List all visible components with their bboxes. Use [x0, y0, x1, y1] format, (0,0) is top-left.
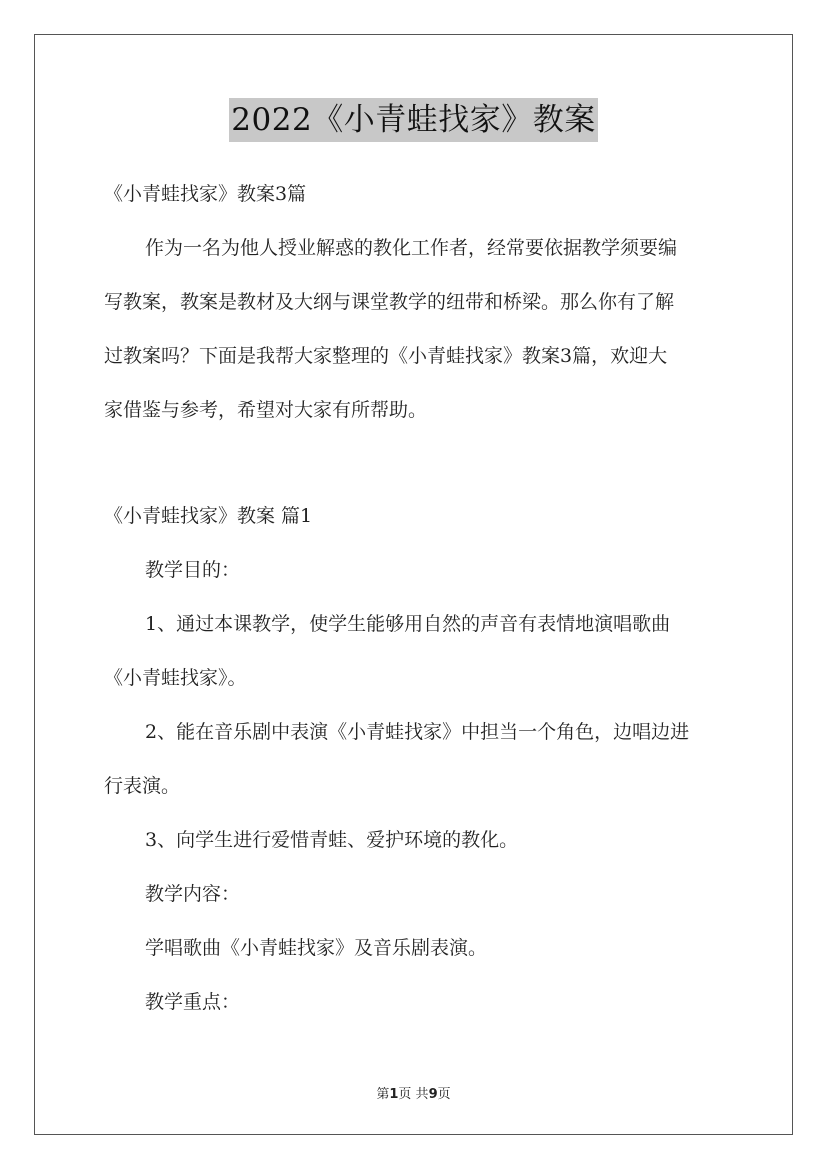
body-line: 3、向学生进行爱惜青蛙、爱护环境的教化。: [145, 829, 519, 851]
footer-suffix: 页: [437, 1087, 451, 1102]
subtitle: 《小青蛙找家》教案3篇: [104, 183, 307, 205]
body-line: 行表演。: [104, 775, 181, 797]
body-line: 教学内容：: [145, 883, 241, 905]
footer-prefix: 第: [376, 1087, 390, 1102]
footer-middle: 页 共: [398, 1087, 429, 1102]
body-line: 教学目的：: [145, 559, 241, 581]
paragraph-gap: [104, 442, 728, 494]
intro-line: 写教案，教案是教材及大纲与课堂教学的纽带和桥梁。那么你有了解: [104, 291, 675, 313]
title-container: [0, 98, 827, 142]
body-line: 教学重点：: [145, 991, 241, 1013]
footer-total-pages: 9: [428, 1087, 438, 1102]
intro-line: 作为一名为他人授业解惑的教化工作者，经常要依据教学须要编: [145, 237, 678, 259]
body-line: 《小青蛙找家》。: [104, 667, 247, 689]
body-line: 学唱歌曲《小青蛙找家》及音乐剧表演。: [145, 937, 488, 959]
body-line: 1、通过本课教学，使学生能够用自然的声音有表情地演唱歌曲: [145, 613, 671, 635]
section-heading: 《小青蛙找家》教案 篇1: [104, 505, 313, 527]
intro-line: 家借鉴与参考，希望对大家有所帮助。: [104, 399, 428, 421]
footer-page-number: 1: [389, 1087, 399, 1102]
body-line: 2、能在音乐剧中表演《小青蛙找家》中担当一个角色，边唱边进: [145, 721, 690, 743]
document-body: [104, 172, 728, 1034]
page-footer: [0, 1083, 827, 1102]
intro-line: 过教案吗？下面是我帮大家整理的《小青蛙找家》教案3篇，欢迎大: [104, 345, 668, 367]
document-title: 2022《小青蛙找家》教案: [229, 98, 597, 142]
